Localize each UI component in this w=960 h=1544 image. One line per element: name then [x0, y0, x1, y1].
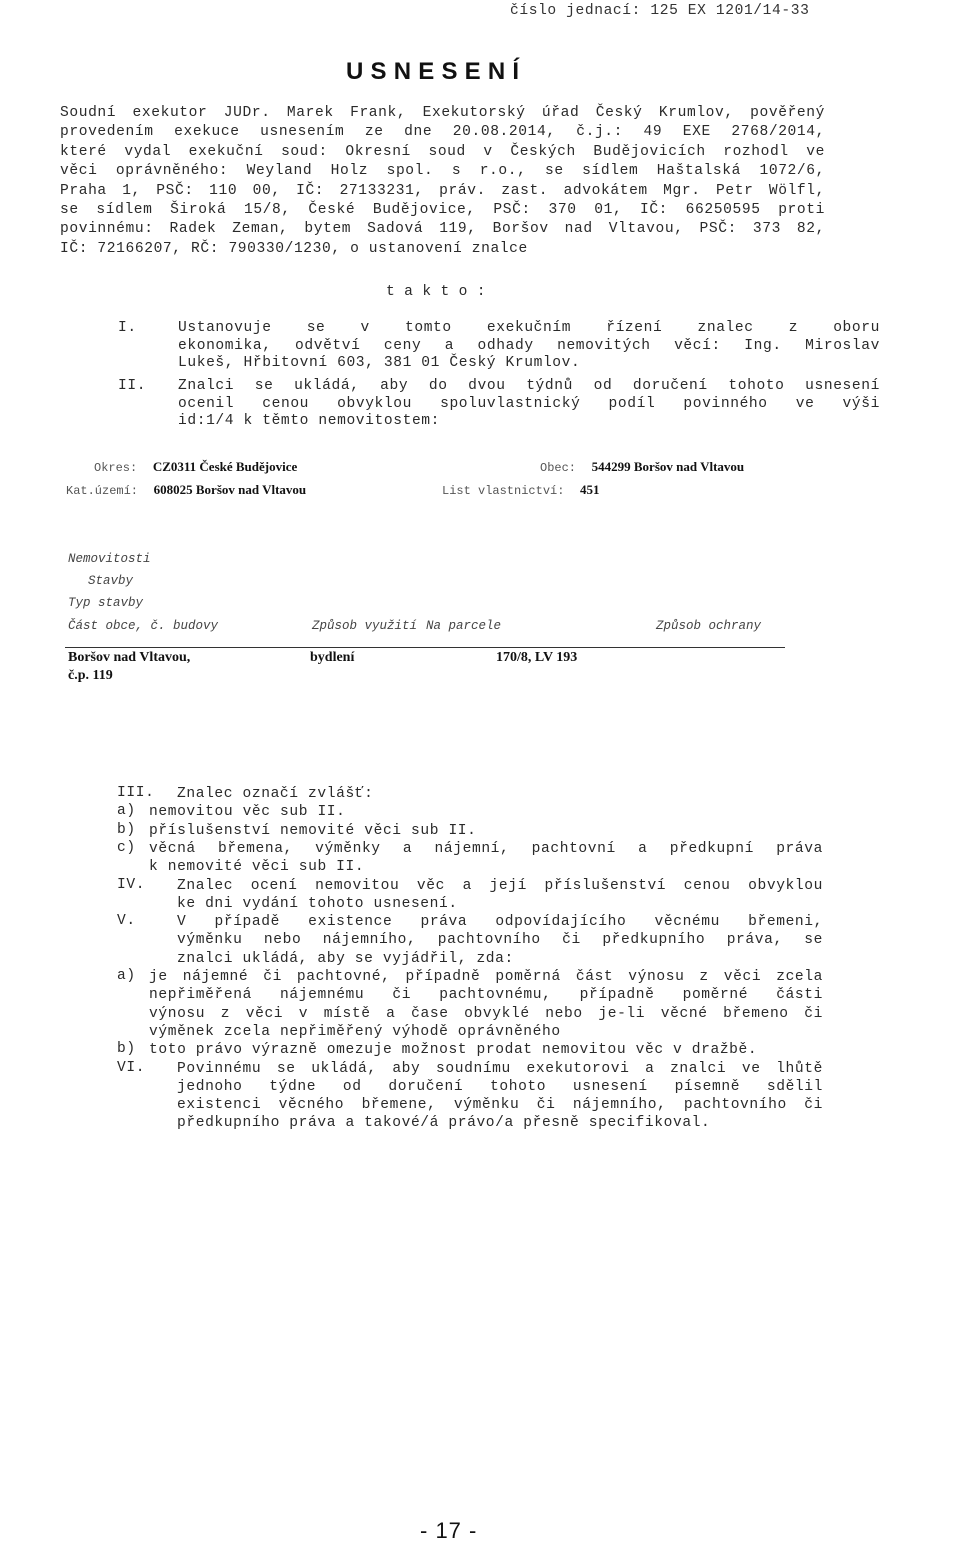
- okres-label: Okres:: [94, 461, 138, 475]
- clause-line: V případě existence práva odpovídajícího věcnému břemeni,: [177, 914, 823, 931]
- item-line: Ustanovuje se v tomto exekučním řízení znalec z oboru: [178, 320, 880, 336]
- lv-row: [442, 481, 600, 499]
- clause-line: toto právo výrazně omezuje možnost prodat nemovitou věc v dražbě.: [149, 1042, 758, 1059]
- clause-label: a): [117, 968, 136, 984]
- clause-text: [149, 822, 823, 840]
- case-number: číslo jednací: 125 EX 1201/14-33: [510, 3, 810, 19]
- intro-paragraph: [60, 104, 825, 259]
- clause-text: [177, 1060, 823, 1133]
- clause-text: [149, 968, 823, 1041]
- clause-line: výměnek zcela nepřiměřený výhodě oprávněného: [149, 1023, 561, 1040]
- item-number: I.: [118, 320, 137, 336]
- clause-line: příslušenství nemovité věci sub II.: [149, 822, 477, 839]
- clause-line: výnosu z věci v místě a čase obvyklé nebo je-li věcné břemeno či: [149, 1005, 823, 1022]
- clause-line: nemovitou věc sub II.: [149, 804, 346, 821]
- okres-value: CZ0311 České Budějovice: [152, 459, 298, 474]
- item-line: Znalci se ukládá, aby do dvou týdnů od doručení tohoto usnesení: [178, 378, 880, 394]
- row-zpusob-vyuziti: bydlení: [310, 650, 355, 665]
- clause-label: a): [117, 803, 136, 820]
- intro-line: věci oprávněného: Weyland Holz spol. s r.o., se sídlem Haštalská 1072/6,: [60, 163, 825, 180]
- header-nemovitosti: Nemovitosti: [68, 552, 151, 566]
- clause: [117, 877, 823, 914]
- clause: [117, 1060, 823, 1133]
- clause-label: IV.: [117, 876, 146, 893]
- clause-line: výměnku nebo nájemního, pachtovního či předkupního práva, se: [177, 932, 823, 949]
- okres-row: [94, 458, 297, 476]
- clause-line: je nájemné či pachtovné, případně poměrná část výnosu z věci zcela: [149, 969, 823, 985]
- item-line: Lukeš, Hřbitovní 603, 381 01 Český Krumlov.: [178, 355, 581, 371]
- clause-text: [149, 840, 823, 877]
- clause-line: předkupního práva a takové/á právo/a přesně specifikoval.: [177, 1115, 711, 1132]
- clause-label: VI.: [117, 1059, 146, 1076]
- clause: [117, 822, 823, 840]
- item-2: [118, 378, 880, 431]
- item-1: [118, 320, 880, 373]
- clause-text: [149, 803, 823, 821]
- clause-line: věcná břemena, výměnky a nájemní, pachtovní a předkupní práva: [149, 840, 823, 857]
- item-text: [178, 320, 880, 373]
- clause-line: nepřiměřená nájemnému či pachtovnému, případně poměrné části: [149, 987, 823, 1004]
- lv-label: List vlastnictví:: [442, 484, 565, 498]
- clause: [117, 913, 823, 968]
- clause-text: [177, 877, 823, 914]
- intro-line: Praha 1, PSČ: 110 00, IČ: 27133231, práv. zast. advokátem Mgr. Petr Wölfl,: [60, 182, 825, 199]
- row-cast-obce-2: č.p. 119: [68, 668, 113, 683]
- clause-label: b): [117, 821, 136, 838]
- intro-line: které vydal exekuční soud: Okresní soud v Českých Budějovicích rozhodl ve: [60, 143, 825, 160]
- row-cast-obce-1: Boršov nad Vltavou,: [68, 650, 191, 665]
- intro-line: provedením exekuce usnesením ze dne 20.08.2014, č.j.: 49 EXE 2768/2014,: [60, 124, 825, 141]
- item-line: ekonomika, odvětví ceny a odhady nemovitých věcí: Ing. Miroslav: [178, 337, 880, 354]
- item-number: II.: [118, 378, 147, 394]
- intro-line: Soudní exekutor JUDr. Marek Frank, Exekutorský úřad Český Krumlov, pověřený: [60, 105, 825, 121]
- clause-label: III.: [117, 785, 155, 801]
- katuzemi-row: [66, 481, 306, 499]
- lv-value: 451: [580, 482, 600, 497]
- clause: [117, 803, 823, 821]
- clause: [117, 968, 823, 1041]
- intro-line: povinnému: Radek Zeman, bytem Sadová 119, Boršov nad Vltavou, PSČ: 373 82,: [60, 221, 825, 238]
- clause-label: b): [117, 1041, 136, 1058]
- takto-heading: takto:: [386, 284, 495, 300]
- katuzemi-value: 608025 Boršov nad Vltavou: [153, 482, 307, 497]
- clause-label: V.: [117, 913, 136, 930]
- clause-label: c): [117, 839, 136, 856]
- clause-text: [177, 785, 823, 803]
- clause: [117, 1041, 823, 1059]
- clause-line: ke dni vydání tohoto usnesení.: [177, 895, 458, 912]
- document-title: USNESENÍ: [346, 58, 527, 85]
- page-number: - 17 -: [420, 1518, 478, 1543]
- clause: [117, 840, 823, 877]
- katuzemi-label: Kat.území:: [66, 484, 139, 498]
- obec-row: [540, 458, 744, 476]
- clause-line: znalci ukládá, aby se vyjádřil, zda:: [177, 950, 514, 967]
- intro-line: IČ: 72166207, RČ: 790330/1230, o ustanovení znalce: [60, 240, 528, 257]
- clause-text: [149, 1041, 823, 1059]
- intro-line: se sídlem Široká 15/8, České Budějovice, PSČ: 370 01, IČ: 66250595 proti: [60, 202, 825, 219]
- item-text: [178, 378, 880, 431]
- header-typ-stavby: Typ stavby: [68, 596, 144, 610]
- header-zpusob-vyuziti: Způsob využití: [312, 619, 418, 633]
- header-cast-obce: Část obce, č. budovy: [68, 619, 219, 633]
- header-na-parcele: Na parcele: [426, 619, 502, 633]
- row-na-parcele: 170/8, LV 193: [496, 650, 578, 665]
- clause-line: Povinnému se ukládá, aby soudnímu exekutorovi a znalci ve lhůtě: [177, 1060, 823, 1077]
- obec-value: 544299 Boršov nad Vltavou: [591, 459, 745, 474]
- header-zpusob-ochrany: Způsob ochrany: [656, 619, 762, 633]
- header-stavby: Stavby: [88, 574, 134, 588]
- clause-text: [177, 913, 823, 968]
- clause-line: existenci věcného břemene, výměnku či nájemního, pachtovního či: [177, 1097, 823, 1114]
- table-divider: [65, 647, 785, 648]
- clause-line: Znalec ocení nemovitou věc a její příslušenství cenou obvyklou: [177, 877, 823, 894]
- clause: [117, 785, 823, 803]
- item-line: id:1/4 k těmto nemovitostem:: [178, 413, 441, 429]
- item-line: ocenil cenou obvyklou spoluvlastnický podíl povinného ve výši: [178, 395, 880, 412]
- clause-line: jednoho týdne od doručení tohoto usnesení písemně sdělil: [177, 1078, 823, 1095]
- clause-line: Znalec označí zvlášť:: [177, 786, 374, 802]
- clause-line: k nemovité věci sub II.: [149, 859, 365, 876]
- obec-label: Obec:: [540, 461, 577, 475]
